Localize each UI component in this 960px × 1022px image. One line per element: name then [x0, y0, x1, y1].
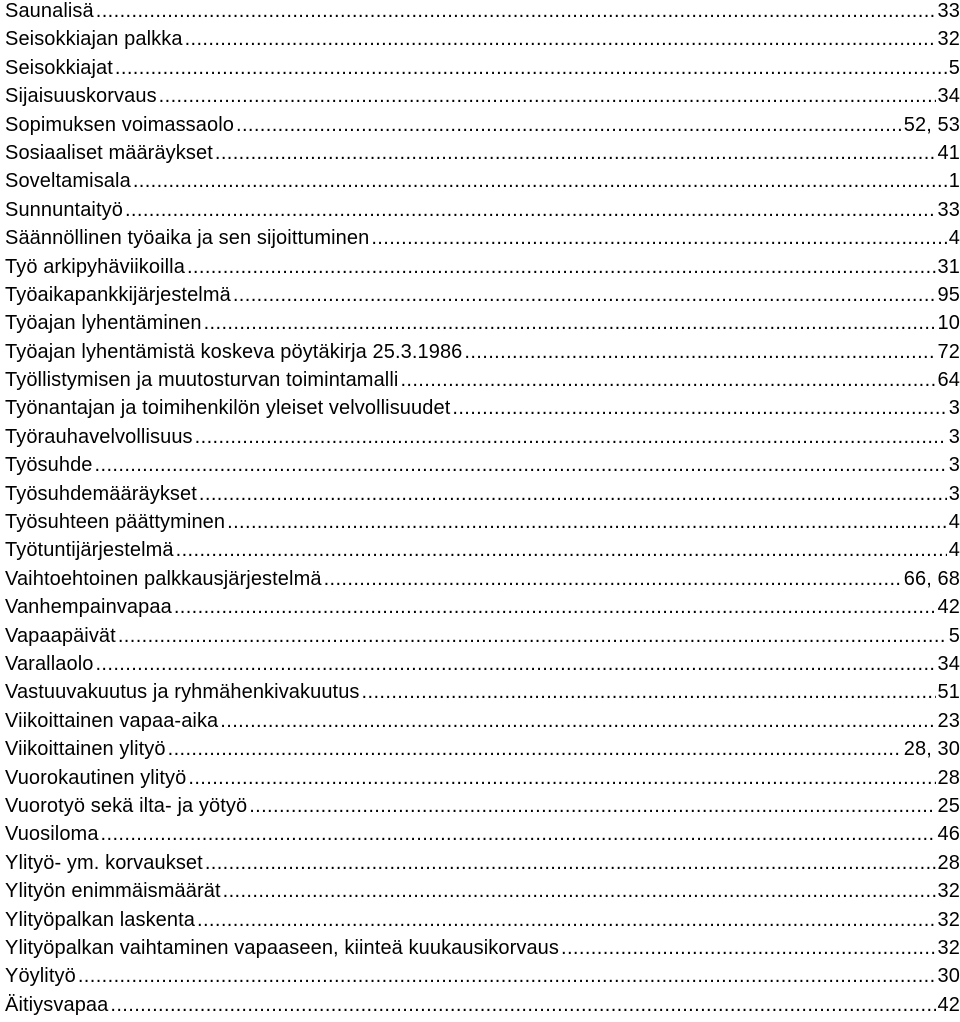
index-page-numbers: 3 — [948, 454, 960, 477]
index-term: Säännöllinen työaika ja sen sijoittuminen — [5, 227, 370, 250]
index-term: Työllistymisen ja muutosturvan toimintamalli — [5, 369, 399, 392]
index-term: Työajan lyhentämistä koskeva pöytäkirja 25.3.1986 — [5, 340, 463, 363]
index-entry — [5, 965, 960, 993]
index-page-numbers: 33 — [937, 198, 960, 221]
index-entry — [5, 568, 960, 596]
dot-leader — [362, 681, 936, 704]
dot-leader — [227, 511, 947, 534]
index-page-numbers: 33 — [937, 0, 960, 22]
index-term: Työ arkipyhäviikoilla — [5, 255, 185, 278]
index-term: Seisokkiajat — [5, 56, 113, 79]
index-page-numbers: 3 — [948, 425, 960, 448]
index-page-numbers: 32 — [937, 28, 960, 51]
index-page-numbers: 23 — [937, 709, 960, 732]
dot-leader — [78, 965, 936, 988]
dot-leader — [125, 199, 936, 222]
index-term: Työaikapankkijärjestelmä — [5, 283, 231, 306]
index-entry — [5, 511, 960, 539]
index-entry — [5, 0, 960, 28]
index-entry — [5, 369, 960, 397]
dot-leader — [159, 85, 936, 108]
index-entry — [5, 397, 960, 425]
dot-leader — [174, 596, 936, 619]
index-page-numbers: 42 — [937, 993, 960, 1016]
index-page-numbers: 66, 68 — [903, 567, 960, 590]
index-page-numbers: 5 — [948, 624, 960, 647]
index-entry — [5, 710, 960, 738]
index-term: Työajan lyhentäminen — [5, 312, 202, 335]
index-page-numbers: 34 — [937, 652, 960, 675]
dot-leader — [188, 767, 935, 790]
index-term: Sopimuksen voimassaolo — [5, 113, 234, 136]
index-term: Äitiysvapaa — [5, 993, 109, 1016]
index-entry — [5, 312, 960, 340]
index-entry — [5, 85, 960, 113]
index-entry — [5, 114, 960, 142]
dot-leader — [176, 539, 947, 562]
index-page-numbers: 3 — [948, 397, 960, 420]
index-term: Vapaapäivät — [5, 624, 116, 647]
index-entry — [5, 681, 960, 709]
index-page-numbers: 72 — [937, 340, 960, 363]
dot-leader — [197, 909, 936, 932]
index-entry — [5, 909, 960, 937]
index-entry — [5, 539, 960, 567]
index-entry — [5, 738, 960, 766]
index-page-numbers: 10 — [937, 312, 960, 335]
dot-leader — [324, 568, 902, 591]
index-term: Työnantajan ja toimihenkilön yleiset velvollisuudet — [5, 397, 451, 420]
index-entry — [5, 795, 960, 823]
index-page-numbers: 30 — [937, 965, 960, 988]
index-term: Ylityöpalkan vaihtaminen vapaaseen, kiinteä kuukausikorvaus — [5, 936, 560, 959]
index-entry — [5, 199, 960, 227]
index-page-numbers: 5 — [948, 56, 960, 79]
index-page-numbers: 42 — [937, 596, 960, 619]
dot-leader — [452, 397, 946, 420]
index-page-numbers: 4 — [948, 227, 960, 250]
dot-leader — [95, 653, 935, 676]
index-page-numbers: 46 — [937, 823, 960, 846]
index-page-numbers: 34 — [937, 85, 960, 108]
index-term: Varallaolo — [5, 652, 94, 675]
dot-leader — [205, 852, 936, 875]
index-entry — [5, 256, 960, 284]
dot-leader — [233, 284, 936, 307]
index-term: Työtuntijärjestelmä — [5, 539, 174, 562]
index-entry — [5, 28, 960, 56]
index-entry — [5, 880, 960, 908]
index-term: Työrauhavelvollisuus — [5, 425, 193, 448]
index-entry — [5, 341, 960, 369]
index-term: Vuorotyö sekä ilta- ja yötyö — [5, 794, 248, 817]
index-entry — [5, 170, 960, 198]
index-term: Vuorokautinen ylityö — [5, 766, 187, 789]
index-entry — [5, 426, 960, 454]
index-term: Vaihtoehtoinen palkkausjärjestelmä — [5, 567, 322, 590]
index-term: Saunalisä — [5, 0, 94, 22]
index-term: Yöylityö — [5, 965, 76, 988]
index-term: Vuosiloma — [5, 823, 99, 846]
index-term: Vanhempainvapaa — [5, 596, 172, 619]
dot-leader — [249, 795, 935, 818]
dot-leader — [185, 28, 936, 51]
index-entry — [5, 994, 960, 1022]
index-term: Työsuhdemääräykset — [5, 482, 197, 505]
dot-leader — [561, 937, 936, 960]
index-entry — [5, 227, 960, 255]
index-term: Sijaisuuskorvaus — [5, 85, 157, 108]
index-entry — [5, 937, 960, 965]
dot-leader — [204, 312, 936, 335]
index-page-numbers: 4 — [948, 511, 960, 534]
index-term: Työsuhde — [5, 454, 93, 477]
index-page-numbers: 64 — [937, 369, 960, 392]
index-list — [5, 0, 960, 1022]
index-term: Viikoittainen ylityö — [5, 738, 166, 761]
dot-leader — [133, 170, 947, 193]
index-entry — [5, 767, 960, 795]
index-page-numbers: 51 — [937, 681, 960, 704]
index-entry — [5, 57, 960, 85]
dot-leader — [195, 426, 947, 449]
index-term: Sunnuntaityö — [5, 198, 123, 221]
index-page-numbers: 41 — [937, 141, 960, 164]
index-page-numbers: 52, 53 — [903, 113, 960, 136]
index-page-numbers: 95 — [937, 283, 960, 306]
dot-leader — [187, 256, 936, 279]
dot-leader — [220, 710, 935, 733]
dot-leader — [96, 0, 936, 23]
index-term: Sosiaaliset määräykset — [5, 141, 213, 164]
index-term: Ylityön enimmäismäärät — [5, 880, 221, 903]
index-page-numbers: 28 — [937, 766, 960, 789]
index-entry — [5, 625, 960, 653]
index-term: Viikoittainen vapaa-aika — [5, 709, 219, 732]
dot-leader — [371, 227, 946, 250]
index-page-numbers: 28 — [937, 851, 960, 874]
dot-leader — [168, 738, 902, 761]
index-entry — [5, 142, 960, 170]
index-entry — [5, 284, 960, 312]
index-entry — [5, 483, 960, 511]
index-entry — [5, 454, 960, 482]
index-term: Soveltamisala — [5, 170, 131, 193]
dot-leader — [236, 114, 902, 137]
dot-leader — [464, 341, 935, 364]
index-page-numbers: 28, 30 — [903, 738, 960, 761]
index-term: Ylityö- ym. korvaukset — [5, 851, 203, 874]
dot-leader — [400, 369, 935, 392]
dot-leader — [95, 454, 947, 477]
index-entry — [5, 596, 960, 624]
dot-leader — [223, 880, 936, 903]
index-term: Seisokkiajan palkka — [5, 28, 183, 51]
index-page-numbers: 31 — [937, 255, 960, 278]
dot-leader — [199, 483, 947, 506]
index-term: Työsuhteen päättyminen — [5, 511, 226, 534]
index-page-numbers: 25 — [937, 794, 960, 817]
dot-leader — [101, 823, 936, 846]
index-page-numbers: 32 — [937, 880, 960, 903]
index-page-numbers: 1 — [948, 170, 960, 193]
dot-leader — [115, 57, 947, 80]
dot-leader — [215, 142, 936, 165]
index-page-numbers: 32 — [937, 936, 960, 959]
dot-leader — [118, 625, 947, 648]
index-page-numbers: 4 — [948, 539, 960, 562]
index-term: Vastuuvakuutus ja ryhmähenkivakuutus — [5, 681, 360, 704]
index-entry — [5, 823, 960, 851]
index-term: Ylityöpalkan laskenta — [5, 908, 195, 931]
dot-leader — [110, 994, 935, 1017]
index-entry — [5, 653, 960, 681]
index-entry — [5, 852, 960, 880]
index-page-numbers: 3 — [948, 482, 960, 505]
index-page-numbers: 32 — [937, 908, 960, 931]
